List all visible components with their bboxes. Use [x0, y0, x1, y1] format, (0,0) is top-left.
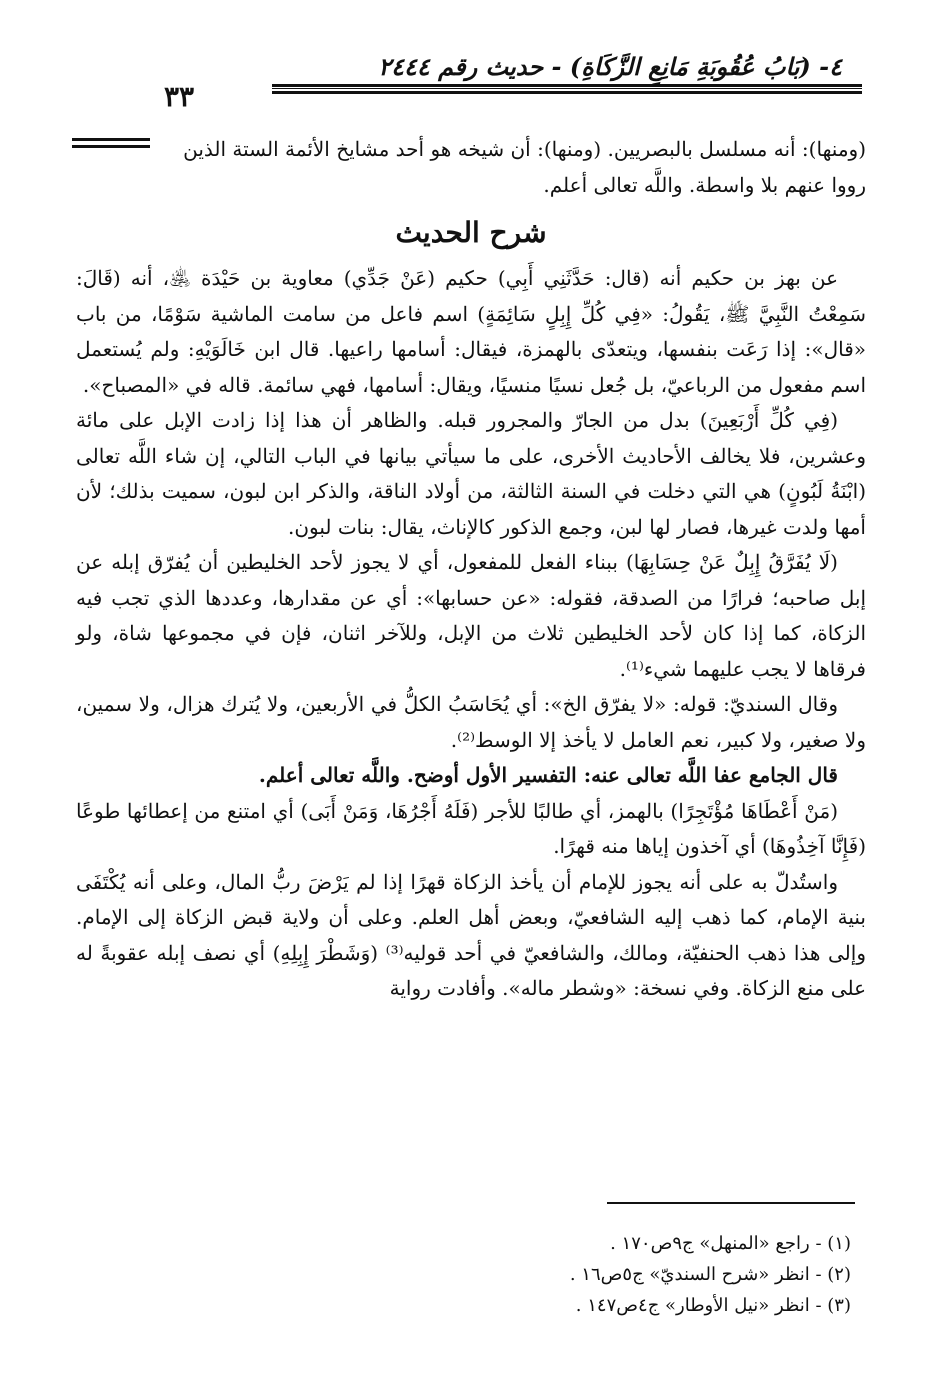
section-title: شرح الحديث: [395, 216, 547, 249]
intro-line-1: (ومنها): أنه مسلسل بالبصريين. (ومنها): أن شيخه هو أحد مشايخ الأئمة الستة الذين: [183, 137, 866, 161]
paragraph: قال الجامع عفا اللَّه تعالى عنه: التفسير الأول أوضح. واللَّه تعالى أعلم.: [258, 763, 838, 787]
intro-line-2: رووا عنهم بلا واسطة. واللَّه تعالى أعلم.: [543, 172, 866, 197]
page-number: ٣٣: [164, 80, 195, 113]
paragraph: عن بهز بن حكيم أنه (قال: حَدَّثَنِي أَبِي) حكيم (عَنْ جَدِّي) معاوية بن حَيْدَة ﵁، أنه (قَالَ: سَمِعْتُ النَّبِيَّ ﷺ، يَقُولُ: «فِي كُلِّ إِبِلٍ سَائِمَةٍ) اسم فاعل من سامت الماشية سَوْمًا، من باب «قال»: إذا رَعَت بنفسها، ويتعدّى بالهمزة، فيقال: أسامها راعيها. قال ابن خَالَوَيْهِ: ولم يُستعمل اسم مفعول من الرباعيّ، بل جُعل نسيًا منسيًا، ويقال: أسامها، فهي سائمة. قاله في «المصباح».: [76, 266, 866, 397]
footnote-separator: [607, 1202, 855, 1204]
footnotes: [151, 1228, 851, 1321]
main-text: [76, 132, 866, 1007]
paragraph: (لَا يُفَرَّقُ إِبِلٌ عَنْ حِسَابِهَا) ببناء الفعل للمفعول، أي لا يجوز لأحد الخليطين أن يُفرّق إبله عن إبل صاحبه؛ فرارًا من الصدقة، فقوله: «عن حسابها»: أي عن مقدارها، وعددها الذي تجب فيه الزكاة، كما إذا كان لأحد الخليطين ثلاث من الإبل، وللآخر اثنان، فإن في مجموعها شاة، ولو فرقاها لا يجب عليهما شيء⁽¹⁾.: [76, 550, 866, 681]
paragraph: وقال السنديّ: قوله: «لا يفرّق الخ»: أي يُحَاسَبُ الكلُّ في الأربعين، ولا يُترك هزال، ولا سمين، ولا صغير، ولا كبير، نعم العامل لا يأخذ إلا الوسط⁽²⁾.: [76, 692, 866, 752]
footnote-3: (٣) - انظر «نيل الأوطار» ج٤ص١٤٧ .: [575, 1295, 851, 1316]
page-header: [72, 52, 862, 112]
header-rule-right: [272, 84, 862, 94]
paragraph: (مَنْ أَعْطَاهَا مُؤْتَجِرًا) بالهمز، أي طالبًا للأجر (فَلَهُ أَجْرُهَا، وَمَنْ أَبَى) أي امتنع من إعطائها طوعًا (فَإِنَّا آخِذُوهَا) أي آخذون إياها منه قهرًا.: [76, 798, 866, 858]
running-title: ٤- (بَابُ عُقُوبَةِ مَانِعِ الزَّكَاةِ) - حديث رقم ٢٤٤٤: [378, 52, 842, 81]
footnote-1: (١) - راجع «المنهل» ج٩ص١٧٠ .: [610, 1233, 851, 1254]
footnote-2: (٢) - انظر «شرح السنديّ» ج٥ص١٦ .: [569, 1264, 851, 1285]
paragraph: (فِي كُلِّ أَرْبَعِينَ) بدل من الجارّ والمجرور قبله. والظاهر أن هذا إذا زادت الإبل على مائة وعشرين، فلا يخالف الأحاديث الأخرى، على ما سيأتي بيانها في الباب التالي، إن شاء اللَّه تعالى (ابْنَةُ لَبُونٍ) هي التي دخلت في السنة الثالثة، من أولاد الناقة، والذكر ابن لبون، سميت بذلك؛ لأن أمها ولدت غيرها، فصار لها لبن، وجمع الذكور كالإناث، يقال: بنات لبون.: [76, 408, 866, 539]
paragraph: واستُدلّ به على أنه يجوز للإمام أن يأخذ الزكاة قهرًا إذا لم يَرْضَ ربُّ المال، وعلى أنه يُكْتَفَى بنية الإمام، كما ذهب إليه الشافعيّ، وبعض أهل العلم. وعلى أن ولاية قبض الزكاة إلى الإمام. وإلى هذا ذهب الحنفيّة، ومالك، والشافعيّ في أحد قوليه⁽³⁾ (وَشَطْرَ إِبِلِهِ) أي نصف إبله عقوبةً له على منع الزكاة. وفي نسخة: «وشطر ماله». وأفادت رواية: [76, 869, 866, 1000]
